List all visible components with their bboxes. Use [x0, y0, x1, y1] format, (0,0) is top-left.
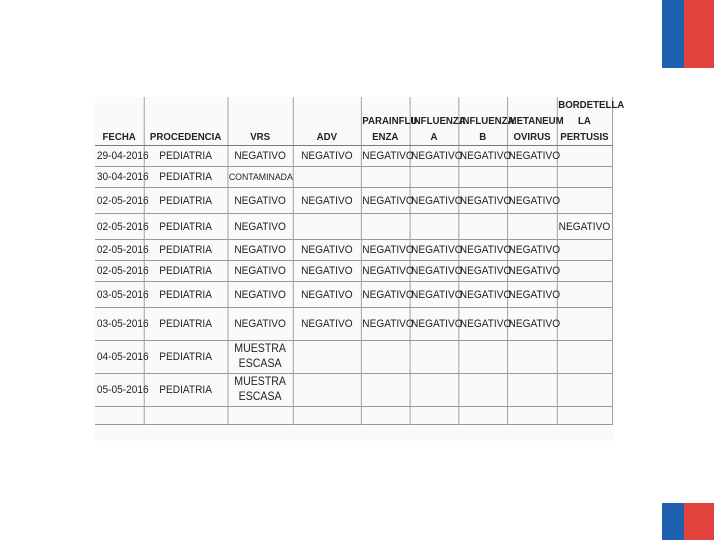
- empty-row: [95, 407, 612, 425]
- cell-metaneumovirus: [507, 374, 557, 407]
- cell-procedencia: PEDIATRIA: [144, 167, 228, 188]
- cell-metaneumovirus: NEGATIVO: [507, 308, 557, 341]
- cell-adv: [293, 214, 361, 240]
- cell-vrs: NEGATIVO: [227, 214, 292, 240]
- header-metaneumovirus: METANEUM OVIRUS: [507, 97, 557, 146]
- header-adv: ADV: [293, 97, 361, 146]
- cell-bordetella: [557, 261, 612, 282]
- header-fecha: FECHA: [95, 97, 144, 146]
- cell-influenza-b: [458, 214, 507, 240]
- cell-metaneumovirus: NEGATIVO: [507, 240, 557, 261]
- cell-adv: NEGATIVO: [293, 188, 361, 214]
- cell-procedencia: PEDIATRIA: [144, 341, 228, 374]
- cell-parainfluenza: NEGATIVO: [361, 282, 410, 308]
- cell-bordetella: NEGATIVO: [557, 214, 612, 240]
- cell-vrs: NEGATIVO: [227, 146, 292, 167]
- empty-cell: [95, 407, 144, 425]
- cell-vrs: MUESTRA ESCASA: [227, 374, 292, 407]
- cell-adv: [293, 374, 361, 407]
- cell-bordetella: [557, 308, 612, 341]
- table-row: [95, 341, 612, 374]
- cell-procedencia: PEDIATRIA: [144, 374, 228, 407]
- cell-influenza-a: [410, 341, 459, 374]
- empty-cell: [361, 407, 410, 425]
- cell-bordetella: [557, 341, 612, 374]
- table-row: [95, 214, 612, 240]
- cell-metaneumovirus: [507, 341, 557, 374]
- empty-cell: [458, 407, 507, 425]
- cell-metaneumovirus: NEGATIVO: [507, 188, 557, 214]
- header-parainfluenza: PARAINFLU ENZA: [361, 97, 410, 146]
- flag-decoration-top: [662, 0, 714, 68]
- cell-bordetella: [557, 240, 612, 261]
- cell-adv: [293, 341, 361, 374]
- cell-adv: [293, 167, 361, 188]
- cell-parainfluenza: NEGATIVO: [361, 308, 410, 341]
- header-bordetella: BORDETELLA LA PERTUSIS: [557, 97, 612, 146]
- cell-fecha: 04-05-2016: [95, 341, 144, 374]
- cell-influenza-b: [458, 341, 507, 374]
- cell-procedencia: PEDIATRIA: [144, 240, 228, 261]
- cell-influenza-b: NEGATIVO: [458, 146, 507, 167]
- cell-bordetella: [557, 282, 612, 308]
- cell-influenza-a: [410, 374, 459, 407]
- table-row: [95, 146, 612, 167]
- cell-fecha: 02-05-2016: [95, 261, 144, 282]
- cell-influenza-a: [410, 214, 459, 240]
- cell-influenza-a: NEGATIVO: [410, 282, 459, 308]
- table-row: [95, 188, 612, 214]
- table-row: [95, 282, 612, 308]
- cell-parainfluenza: [361, 374, 410, 407]
- empty-cell: [410, 407, 459, 425]
- cell-influenza-b: NEGATIVO: [458, 282, 507, 308]
- flag-blue-stripe: [662, 503, 684, 540]
- cell-adv: NEGATIVO: [293, 308, 361, 341]
- flag-red-stripe: [684, 503, 714, 540]
- empty-cell: [557, 407, 612, 425]
- table-row: [95, 261, 612, 282]
- results-table-image: [95, 97, 625, 441]
- table-row: [95, 308, 612, 341]
- cell-influenza-b: NEGATIVO: [458, 308, 507, 341]
- cell-adv: NEGATIVO: [293, 282, 361, 308]
- cell-vrs: MUESTRA ESCASA: [227, 341, 292, 374]
- cell-influenza-b: [458, 167, 507, 188]
- cell-metaneumovirus: NEGATIVO: [507, 261, 557, 282]
- cell-bordetella: [557, 188, 612, 214]
- cell-vrs: NEGATIVO: [227, 188, 292, 214]
- cell-fecha: 03-05-2016: [95, 308, 144, 341]
- cell-vrs: NEGATIVO: [227, 261, 292, 282]
- cell-metaneumovirus: [507, 214, 557, 240]
- cell-influenza-a: NEGATIVO: [410, 240, 459, 261]
- cell-procedencia: PEDIATRIA: [144, 261, 228, 282]
- cell-parainfluenza: NEGATIVO: [361, 240, 410, 261]
- cell-metaneumovirus: NEGATIVO: [507, 282, 557, 308]
- cell-fecha: 02-05-2016: [95, 188, 144, 214]
- cell-influenza-b: NEGATIVO: [458, 261, 507, 282]
- table-row: [95, 374, 612, 407]
- cell-adv: NEGATIVO: [293, 240, 361, 261]
- cell-influenza-b: NEGATIVO: [458, 240, 507, 261]
- empty-cell: [507, 407, 557, 425]
- cell-fecha: 03-05-2016: [95, 282, 144, 308]
- cell-influenza-a: NEGATIVO: [410, 261, 459, 282]
- cell-procedencia: PEDIATRIA: [144, 282, 228, 308]
- cell-procedencia: PEDIATRIA: [144, 308, 228, 341]
- cell-procedencia: PEDIATRIA: [144, 188, 228, 214]
- cell-fecha: 02-05-2016: [95, 214, 144, 240]
- cell-bordetella: [557, 167, 612, 188]
- cell-adv: NEGATIVO: [293, 261, 361, 282]
- cell-bordetella: [557, 374, 612, 407]
- empty-cell: [227, 407, 292, 425]
- results-table: [95, 97, 625, 425]
- cell-metaneumovirus: NEGATIVO: [507, 146, 557, 167]
- cell-vrs: NEGATIVO: [227, 308, 292, 341]
- flag-red-stripe: [684, 0, 714, 68]
- cell-bordetella: [557, 146, 612, 167]
- flag-decoration-bottom: [662, 503, 714, 540]
- cell-fecha: 02-05-2016: [95, 240, 144, 261]
- cell-influenza-a: [410, 167, 459, 188]
- table-body: [95, 146, 612, 425]
- header-vrs: VRS: [227, 97, 292, 146]
- cell-parainfluenza: [361, 341, 410, 374]
- cell-parainfluenza: [361, 167, 410, 188]
- cell-fecha: 30-04-2016: [95, 167, 144, 188]
- header-influenza-b: INFLUENZA B: [458, 97, 507, 146]
- cell-parainfluenza: NEGATIVO: [361, 146, 410, 167]
- cell-metaneumovirus: [507, 167, 557, 188]
- table-row: [95, 167, 612, 188]
- cell-parainfluenza: NEGATIVO: [361, 261, 410, 282]
- empty-cell: [144, 407, 228, 425]
- cell-fecha: 29-04-2016: [95, 146, 144, 167]
- cell-influenza-a: NEGATIVO: [410, 188, 459, 214]
- cell-influenza-b: NEGATIVO: [458, 188, 507, 214]
- flag-blue-stripe: [662, 0, 684, 68]
- header-procedencia: PROCEDENCIA: [144, 97, 228, 146]
- empty-cell: [293, 407, 361, 425]
- cell-fecha: 05-05-2016: [95, 374, 144, 407]
- cell-procedencia: PEDIATRIA: [144, 214, 228, 240]
- cell-vrs: NEGATIVO: [227, 282, 292, 308]
- cell-vrs: CONTAMINADA: [227, 167, 292, 188]
- cell-influenza-b: [458, 374, 507, 407]
- cell-vrs: NEGATIVO: [227, 240, 292, 261]
- cell-adv: NEGATIVO: [293, 146, 361, 167]
- header-influenza-a: INFLUENZA A: [410, 97, 459, 146]
- cell-influenza-a: NEGATIVO: [410, 308, 459, 341]
- header-row: [95, 97, 612, 146]
- cell-parainfluenza: NEGATIVO: [361, 188, 410, 214]
- cell-procedencia: PEDIATRIA: [144, 146, 228, 167]
- cell-parainfluenza: [361, 214, 410, 240]
- table-row: [95, 240, 612, 261]
- cell-influenza-a: NEGATIVO: [410, 146, 459, 167]
